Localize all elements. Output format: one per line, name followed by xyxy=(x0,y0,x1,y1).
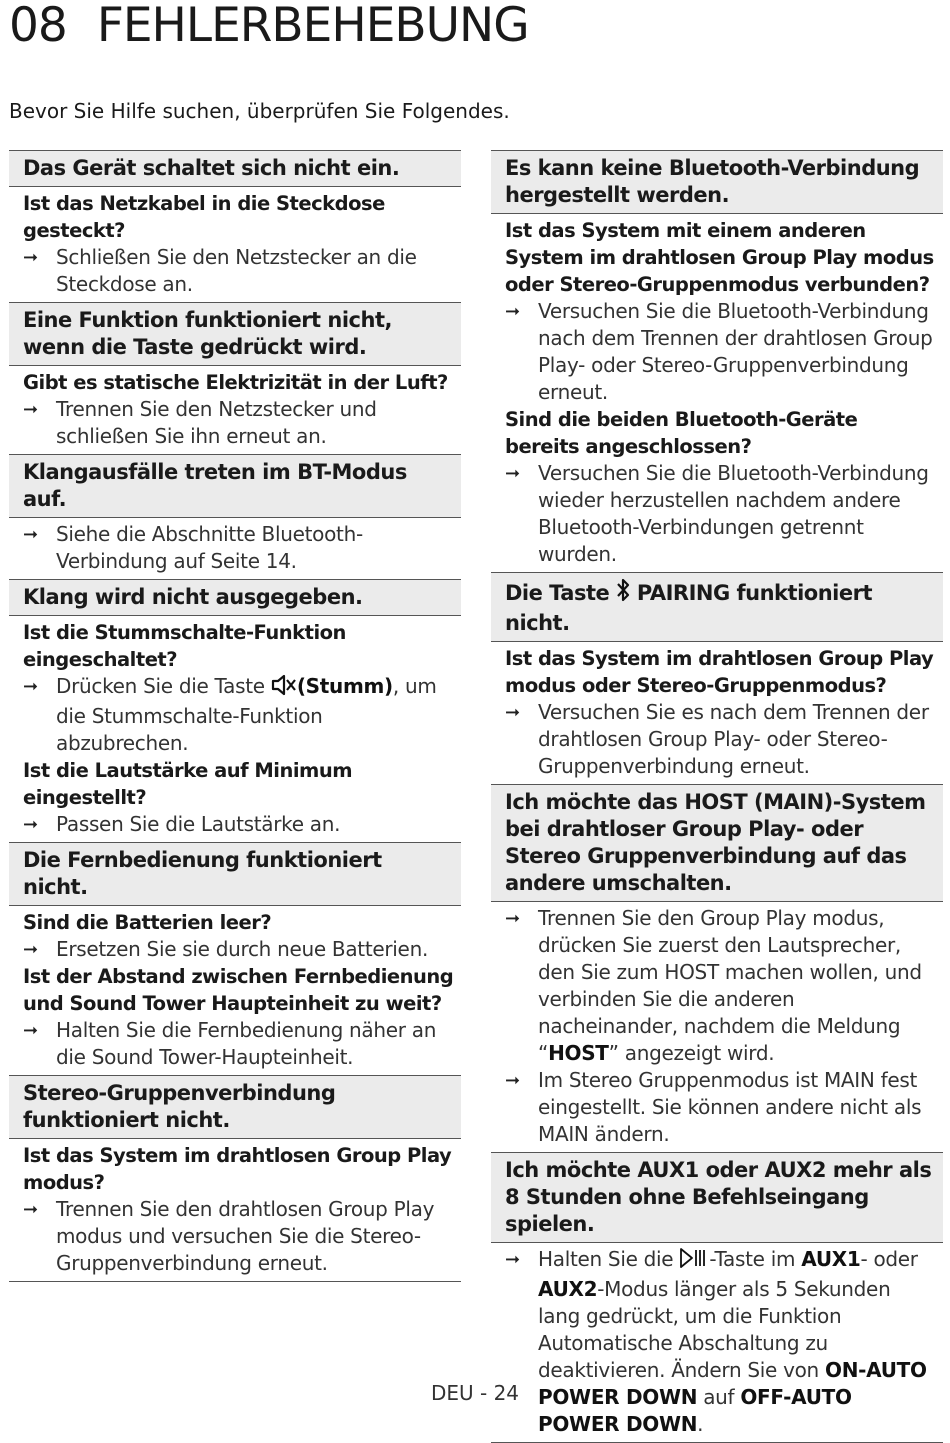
section-title: Ich möchte das HOST (MAIN)-System bei drahtloser Group Play- oder Stereo Gruppenverbindung auf das andere umschalten. xyxy=(491,785,943,902)
answer xyxy=(23,673,455,757)
answer xyxy=(23,521,455,575)
section-body xyxy=(9,616,461,842)
answer-text: Versuchen Sie die Bluetooth-Verbindung wieder herzustellen nachdem andere Bluetooth-Verbindungen getrennt wurden. xyxy=(538,461,929,566)
answer-text: Trennen Sie den drahtlosen Group Play modus und versuchen Sie die Stereo-Gruppenverbindung erneut. xyxy=(56,1197,435,1275)
section-title: Die Fernbedienung funktioniert nicht. xyxy=(9,843,461,906)
answer-text: Siehe die Abschnitte Bluetooth-Verbindung auf Seite 14. xyxy=(56,522,363,573)
answer-text: Versuchen Sie es nach dem Trennen der drahtlosen Group Play- oder Stereo-Gruppenverbindung erneut. xyxy=(538,700,929,778)
trouble-section xyxy=(9,1075,461,1282)
arrow-icon: ➞ xyxy=(23,247,38,268)
answer-text: Drücken Sie die Taste xyxy=(56,674,271,698)
answer-text: , um die Stummschalte-Funktion abzubrechen. xyxy=(56,674,437,755)
section-title: Klang wird nicht ausgegeben. xyxy=(9,580,461,616)
answer-bold: (Stumm) xyxy=(296,674,393,698)
answer-text: ” angezeigt wird. xyxy=(608,1041,775,1065)
answer xyxy=(505,298,937,406)
question: Sind die Batterien leer? xyxy=(23,911,272,934)
question: Ist das System mit einem anderen System im drahtlosen Group Play modus oder Stereo-Gruppenmodus verbunden? xyxy=(505,219,934,296)
arrow-icon: ➞ xyxy=(23,399,38,420)
trouble-section xyxy=(9,842,461,1075)
section-title: Stereo-Gruppenverbindung funktioniert nicht. xyxy=(9,1076,461,1139)
answer-text: -Taste im xyxy=(709,1247,802,1271)
section-body xyxy=(9,187,461,302)
chapter-number: 08 xyxy=(9,0,67,53)
answer xyxy=(23,1196,455,1277)
arrow-icon: ➞ xyxy=(23,1020,38,1041)
answer xyxy=(23,811,455,838)
question: Ist die Lautstärke auf Minimum eingestellt? xyxy=(23,759,353,809)
trouble-section xyxy=(9,302,461,454)
section-body xyxy=(9,1139,461,1281)
chapter-title: FEHLERBEHEBUNG xyxy=(96,0,529,53)
question: Gibt es statische Elektrizität in der Luft? xyxy=(23,371,448,394)
answer xyxy=(505,460,937,568)
section-body xyxy=(491,902,943,1152)
section-title: Das Gerät schaltet sich nicht ein. xyxy=(9,151,461,187)
section-body xyxy=(9,518,461,579)
answer-text: Halten Sie die xyxy=(538,1247,680,1271)
question: Ist das Netzkabel in die Steckdose gesteckt? xyxy=(23,192,385,242)
section-title: Es kann keine Bluetooth-Verbindung hergestellt werden. xyxy=(491,151,943,214)
arrow-icon: ➞ xyxy=(505,301,520,322)
section-body xyxy=(491,642,943,784)
answer-text: . xyxy=(697,1412,704,1436)
section-body xyxy=(9,906,461,1075)
section-title: Ich möchte AUX1 oder AUX2 mehr als 8 Stunden ohne Befehlseingang spielen. xyxy=(491,1153,943,1243)
answer-bold: AUX2 xyxy=(538,1277,598,1301)
answer xyxy=(505,1067,937,1148)
arrow-icon: ➞ xyxy=(505,463,520,484)
page-footer: DEU - 24 xyxy=(430,1381,520,1405)
question: Ist das System im drahtlosen Group Play modus? xyxy=(23,1144,452,1194)
answer-text: Passen Sie die Lautstärke an. xyxy=(56,812,341,836)
answer xyxy=(23,1017,455,1071)
answer-bold: ON-AUTO POWER DOWN xyxy=(538,1358,927,1409)
section-body xyxy=(491,214,943,572)
section-title-text: PAIRING funktioniert nicht. xyxy=(505,581,872,635)
bluetooth-icon xyxy=(616,577,630,610)
trouble-section xyxy=(491,784,943,1152)
answer-bold: HOST xyxy=(548,1041,609,1065)
page-title xyxy=(9,0,529,52)
answer xyxy=(505,1246,937,1438)
play-pause-icon xyxy=(679,1247,709,1276)
section-title-text: Die Taste xyxy=(505,581,617,605)
trouble-section xyxy=(9,579,461,842)
answer-text: Trennen Sie den Netzstecker und schließen Sie ihn erneut an. xyxy=(56,397,377,448)
arrow-icon: ➞ xyxy=(23,676,38,697)
answer-text: - oder xyxy=(860,1247,918,1271)
intro-text: Bevor Sie Hilfe suchen, überprüfen Sie Folgendes. xyxy=(9,99,510,123)
right-column xyxy=(491,150,943,1443)
trouble-section xyxy=(491,572,943,784)
arrow-icon: ➞ xyxy=(505,908,520,929)
arrow-icon: ➞ xyxy=(23,814,38,835)
arrow-icon: ➞ xyxy=(505,1070,520,1091)
mute-icon xyxy=(271,674,297,703)
answer-text: Schließen Sie den Netzstecker an die Steckdose an. xyxy=(56,245,417,296)
answer xyxy=(505,905,937,1067)
answer-text: auf xyxy=(697,1385,741,1409)
answer-bold: OFF-AUTO POWER DOWN xyxy=(538,1385,852,1436)
question: Sind die beiden Bluetooth-Geräte bereits angeschlossen? xyxy=(505,408,858,458)
answer-text: -Modus länger als 5 Sekunden lang gedrückt, um die Funktion Automatische Abschaltung zu deaktivieren. Ändern Sie von xyxy=(538,1277,891,1382)
section-title: Eine Funktion funktioniert nicht, wenn die Taste gedrückt wird. xyxy=(9,303,461,366)
answer-text: Trennen Sie den Group Play modus, drücken Sie zuerst den Lautsprecher, den Sie zum HOST machen wollen, und verbinden Sie die anderen nacheinander, nachdem die Meldung “ xyxy=(538,906,922,1065)
answer-text: Ersetzen Sie sie durch neue Batterien. xyxy=(56,937,428,961)
trouble-section xyxy=(9,454,461,579)
arrow-icon: ➞ xyxy=(23,939,38,960)
trouble-section xyxy=(9,150,461,302)
arrow-icon: ➞ xyxy=(505,702,520,723)
trouble-section xyxy=(491,150,943,572)
section-body xyxy=(491,1243,943,1442)
section-title: Klangausfälle treten im BT-Modus auf. xyxy=(9,455,461,518)
arrow-icon: ➞ xyxy=(23,1199,38,1220)
question: Ist das System im drahtlosen Group Play modus oder Stereo-Gruppenmodus? xyxy=(505,647,934,697)
section-title xyxy=(491,573,943,642)
answer xyxy=(23,396,455,450)
left-column xyxy=(9,150,461,1282)
answer xyxy=(23,244,455,298)
answer xyxy=(505,699,937,780)
section-body xyxy=(9,366,461,454)
answer-text: Im Stereo Gruppenmodus ist MAIN fest eingestellt. Sie können andere nicht als MAIN ändern. xyxy=(538,1068,922,1146)
arrow-icon: ➞ xyxy=(23,524,38,545)
question: Ist die Stummschalte-Funktion eingeschaltet? xyxy=(23,621,346,671)
answer-bold: AUX1 xyxy=(801,1247,861,1271)
question: Ist der Abstand zwischen Fernbedienung und Sound Tower Haupteinheit zu weit? xyxy=(23,965,454,1015)
answer-text: Versuchen Sie die Bluetooth-Verbindung nach dem Trennen der drahtlosen Group Play- oder Stereo-Gruppenverbindung erneut. xyxy=(538,299,933,404)
answer-text: Halten Sie die Fernbedienung näher an die Sound Tower-Haupteinheit. xyxy=(56,1018,437,1069)
arrow-icon: ➞ xyxy=(505,1249,520,1270)
answer xyxy=(23,936,455,963)
